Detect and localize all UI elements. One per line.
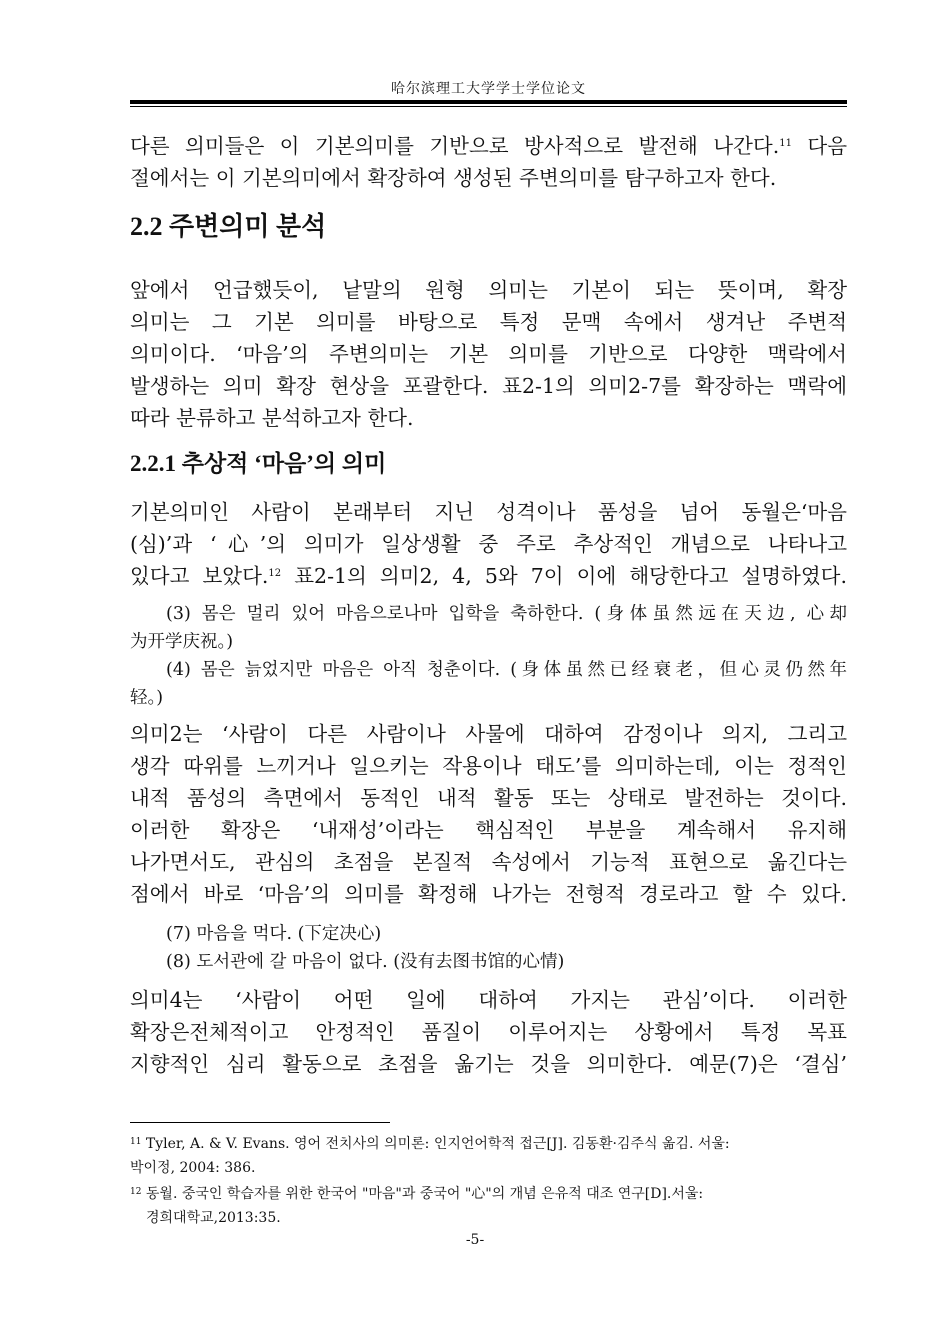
paragraph-3-line-1: 기본의미인 사람이 본래부터 지닌 성격이나 품성을 넘어 동월은‘마음: [130, 500, 847, 524]
paragraph-5-line-3: 지향적인 심리 활동으로 초점을 옮기는 것을 의미한다. 예문(7)은 ‘결심’: [130, 1052, 847, 1076]
paragraph-3: [130, 496, 847, 592]
paragraph-1-line-2: 절에서는 이 기본의미에서 확장하여 생성된 주변의미를 탐구하고자 한다.: [130, 166, 777, 190]
running-header-title: 哈尔滨理工大学学士学位论文: [391, 81, 586, 97]
section-heading-2-2: 2.2 주변의미 분석: [130, 212, 327, 241]
paragraph-4-line-2: 생각 따위를 느끼거나 일으키는 작용이나 태도’를 의미하는데, 이는 정적인: [130, 754, 847, 778]
example-4-line-1: (4) 몸은 늙었지만 마음은 아직 청춘이다. (身体虽然已经衰老，但心灵仍然年: [166, 660, 847, 680]
footnote-12-marker: 12: [130, 1187, 142, 1197]
paragraph-2-line-1: 앞에서 언급했듯이, 낱말의 원형 의미는 기본이 되는 뜻이며, 확장: [130, 278, 847, 302]
paragraph-4-line-6: 점에서 바로 ‘마음’의 의미를 확정해 나가는 전형적 경로라고 할 수 있다.: [130, 882, 847, 906]
paragraph-4: [130, 718, 847, 910]
paragraph-1: [130, 130, 847, 194]
paragraph-1-line-1: 다른 의미들은 이 기본의미를 기반으로 방사적으로 발전해 나간다.$^{11}$ 다음: [130, 134, 848, 158]
paragraph-2-line-3: 의미이다. ‘마음’의 주변의미는 기본 의미를 기반으로 다양한 맥락에서: [130, 342, 847, 366]
paragraph-2: [130, 274, 847, 434]
paragraph-5-line-2: 확장은전체적이고 안정적인 품질이 이루어지는 상황에서 특정 목표: [130, 1020, 847, 1044]
footnote-12-line-1: $^{12}$ 동월. 중국인 학습자를 위한 한국어 "마음"과 중국어 "心"의 개념 은유적 대조 연구[D].서울:: [130, 1186, 704, 1202]
footnote-12: [130, 1182, 830, 1230]
examples-3-4: [130, 600, 847, 712]
paragraph-2-line-2: 의미는 그 기본 의미를 바탕으로 특정 문맥 속에서 생겨난 주변적: [130, 310, 847, 334]
paragraph-4-line-5: 나가면서도, 관심의 초점을 본질적 속성에서 기능적 표현으로 옮긴다는: [130, 850, 847, 874]
footnote-separator: [130, 1122, 390, 1123]
footnote-11-line-2: 박이정, 2004: 386.: [130, 1160, 256, 1176]
paragraph-3-line-3: 있다고 보았다.$^{12}$ 표2-1의 의미2, 4, 5와 7이 이에 해당한다고 설명하였다.: [130, 564, 847, 588]
footnote-11-line-1: $^{11}$ Tyler, A. & V. Evans. 영어 전치사의 의미론: 인지언어학적 접근[J]. 김동환·김주식 옮김. 서울:: [130, 1136, 730, 1152]
example-3-line-2: 为开学庆祝。): [130, 632, 234, 652]
paragraph-2-line-5: 따라 분류하고 분석하고자 한다.: [130, 406, 414, 430]
footnote-11-marker: 11: [130, 1137, 142, 1147]
paragraph-4-line-1: 의미2는 ‘사람이 다른 사람이나 사물에 대하여 감정이나 의지, 그리고: [130, 722, 847, 746]
header-rule-thick: [130, 100, 847, 104]
example-7: (7) 마음을 먹다. (下定决心): [166, 924, 382, 944]
section-heading-2-2-1: 2.2.1 추상적 ‘마음’의 의미: [130, 451, 387, 476]
paragraph-4-line-3: 내적 품성의 측면에서 동적인 내적 활동 또는 상태로 발전하는 것이다.: [130, 786, 847, 810]
example-4-line-2: 轻。): [130, 688, 164, 708]
paragraph-2-line-4: 발생하는 의미 확장 현상을 포괄한다. 표2-1의 의미2-7를 확장하는 맥락에: [130, 374, 847, 398]
footnote-ref-11[interactable]: 11: [779, 138, 792, 149]
header-rule-thin: [130, 106, 847, 107]
footnote-12-line-2: 경희대학교,2013:35.: [146, 1210, 281, 1226]
example-3-line-1: (3) 몸은 멀리 있어 마음으로나마 입학을 축하한다. (身体虽然远在天边, 心却: [166, 604, 847, 624]
examples-7-8: [130, 920, 847, 976]
paragraph-3-line-2: (심)’과 ‘心’의 의미가 일상생활 중 주로 추상적인 개념으로 나타나고: [130, 532, 847, 556]
page-number: -5-: [465, 1232, 485, 1248]
example-8: (8) 도서관에 갈 마음이 없다. (没有去图书馆的心情): [166, 952, 565, 972]
paragraph-5-line-1: 의미4는 ‘사람이 어떤 일에 대하여 가지는 관심’이다. 이러한: [130, 988, 847, 1012]
paragraph-4-line-4: 이러한 확장은 ‘내재성’이라는 핵심적인 부분을 계속해서 유지해: [130, 818, 847, 842]
paragraph-5: [130, 984, 847, 1080]
footnote-11: [130, 1132, 830, 1180]
footnote-ref-12[interactable]: 12: [268, 568, 282, 579]
